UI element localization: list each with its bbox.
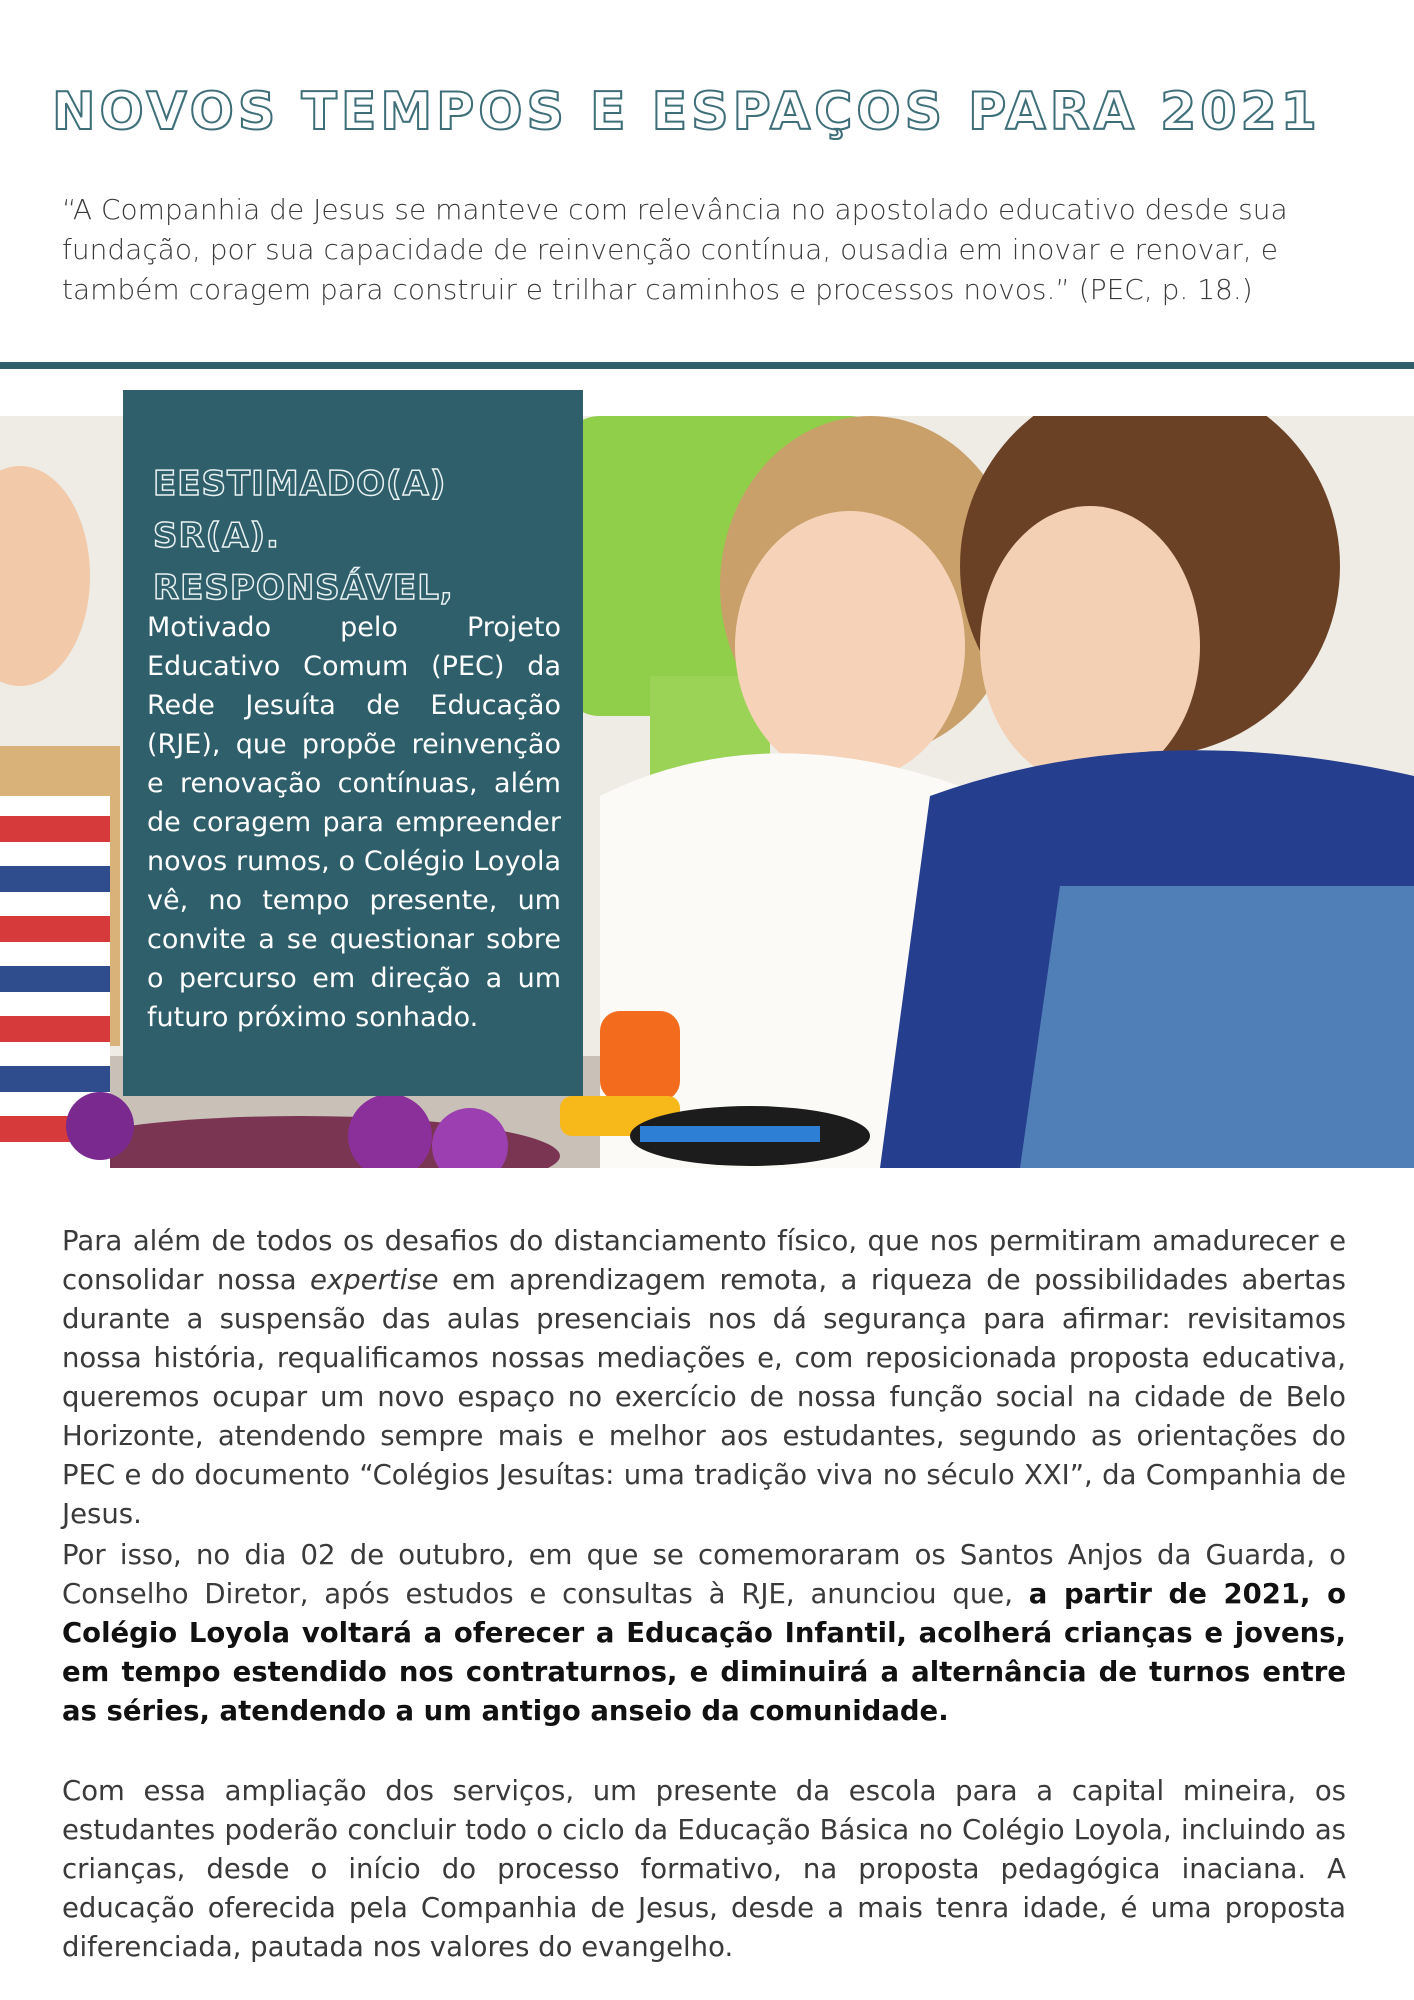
epigraph-quote: “A Companhia de Jesus se manteve com relevância no apostolado educativo desde sua fundação, por sua capacidade de reinvenção contínua, ousadia em inovar e renovar, e também coragem para construir e trilhar caminhos e processos novos.” (PEC, p. 18.)	[62, 193, 1288, 306]
paragraph-announcement	[62, 1536, 1346, 1731]
paragraph-remote-learning	[62, 1222, 1346, 1534]
paragraph-1-emphasis: expertise	[310, 1264, 439, 1296]
paragraph-expansion: Com essa ampliação dos serviços, um presente da escola para a capital mineira, os estudantes poderão concluir todo o ciclo da Educação Básica no Colégio Loyola, incluindo as crianças, desde o início do processo formativo, na proposta pedagógica inaciana. A educação oferecida pela Companhia de Jesus, desde a mais tenra idade, é uma proposta diferenciada, pautada nos valores do evangelho.	[62, 1775, 1346, 1963]
section-divider	[0, 362, 1414, 369]
paragraph-2-highlight: a partir de 2021, o Colégio Loyola voltará a oferecer a Educação Infantil, acolherá crianças e jovens, em tempo estendido nos contraturnos, e diminuirá a alternância de turnos entre as séries, atendendo a um antigo anseio da comunidade.	[62, 1578, 1346, 1727]
greeting-panel	[123, 390, 583, 1096]
panel-heading: EESTIMADO(A) SR(A). RESPONSÁVEL,	[153, 464, 454, 608]
page-title: NOVOS TEMPOS E ESPAÇOS PARA 2021	[52, 82, 1321, 142]
panel-body: Motivado pelo Projeto Educativo Comum (PEC) da Rede Jesuíta de Educação (RJE), que propõe reinvenção e renovação contínuas, além de coragem para empreender novos rumos, o Colégio Loyola vê, no tempo presente, um convite a se questionar sobre o percurso em direção a um futuro próximo sonhado.	[147, 612, 561, 1033]
paragraph-2-start: Por isso, no dia 02 de outubro, em que se comemoraram os Santos Anjos da Guarda, o Conselho Diretor, após estudos e consultas à RJE, anunciou que,	[62, 1539, 1346, 1610]
paragraph-1-start: Para além de todos os desafios do distanciamento físico, que nos permitiram amadurecer e consolidar nossa	[62, 1225, 1346, 1296]
paragraph-1-end: em aprendizagem remota, a riqueza de possibilidades abertas durante a suspensão das aulas presenciais nos dá segurança para afirmar: revisitamos nossa história, requalificamos nossas mediações e, com reposicionada proposta educativa, queremos ocupar um novo espaço no exercício de nossa função social na cidade de Belo Horizonte, atendendo sempre mais e melhor aos estudantes, segundo as orientações do PEC e do documento “Colégios Jesuítas: uma tradição viva no século XXI”, da Companhia de Jesus.	[62, 1264, 1346, 1530]
